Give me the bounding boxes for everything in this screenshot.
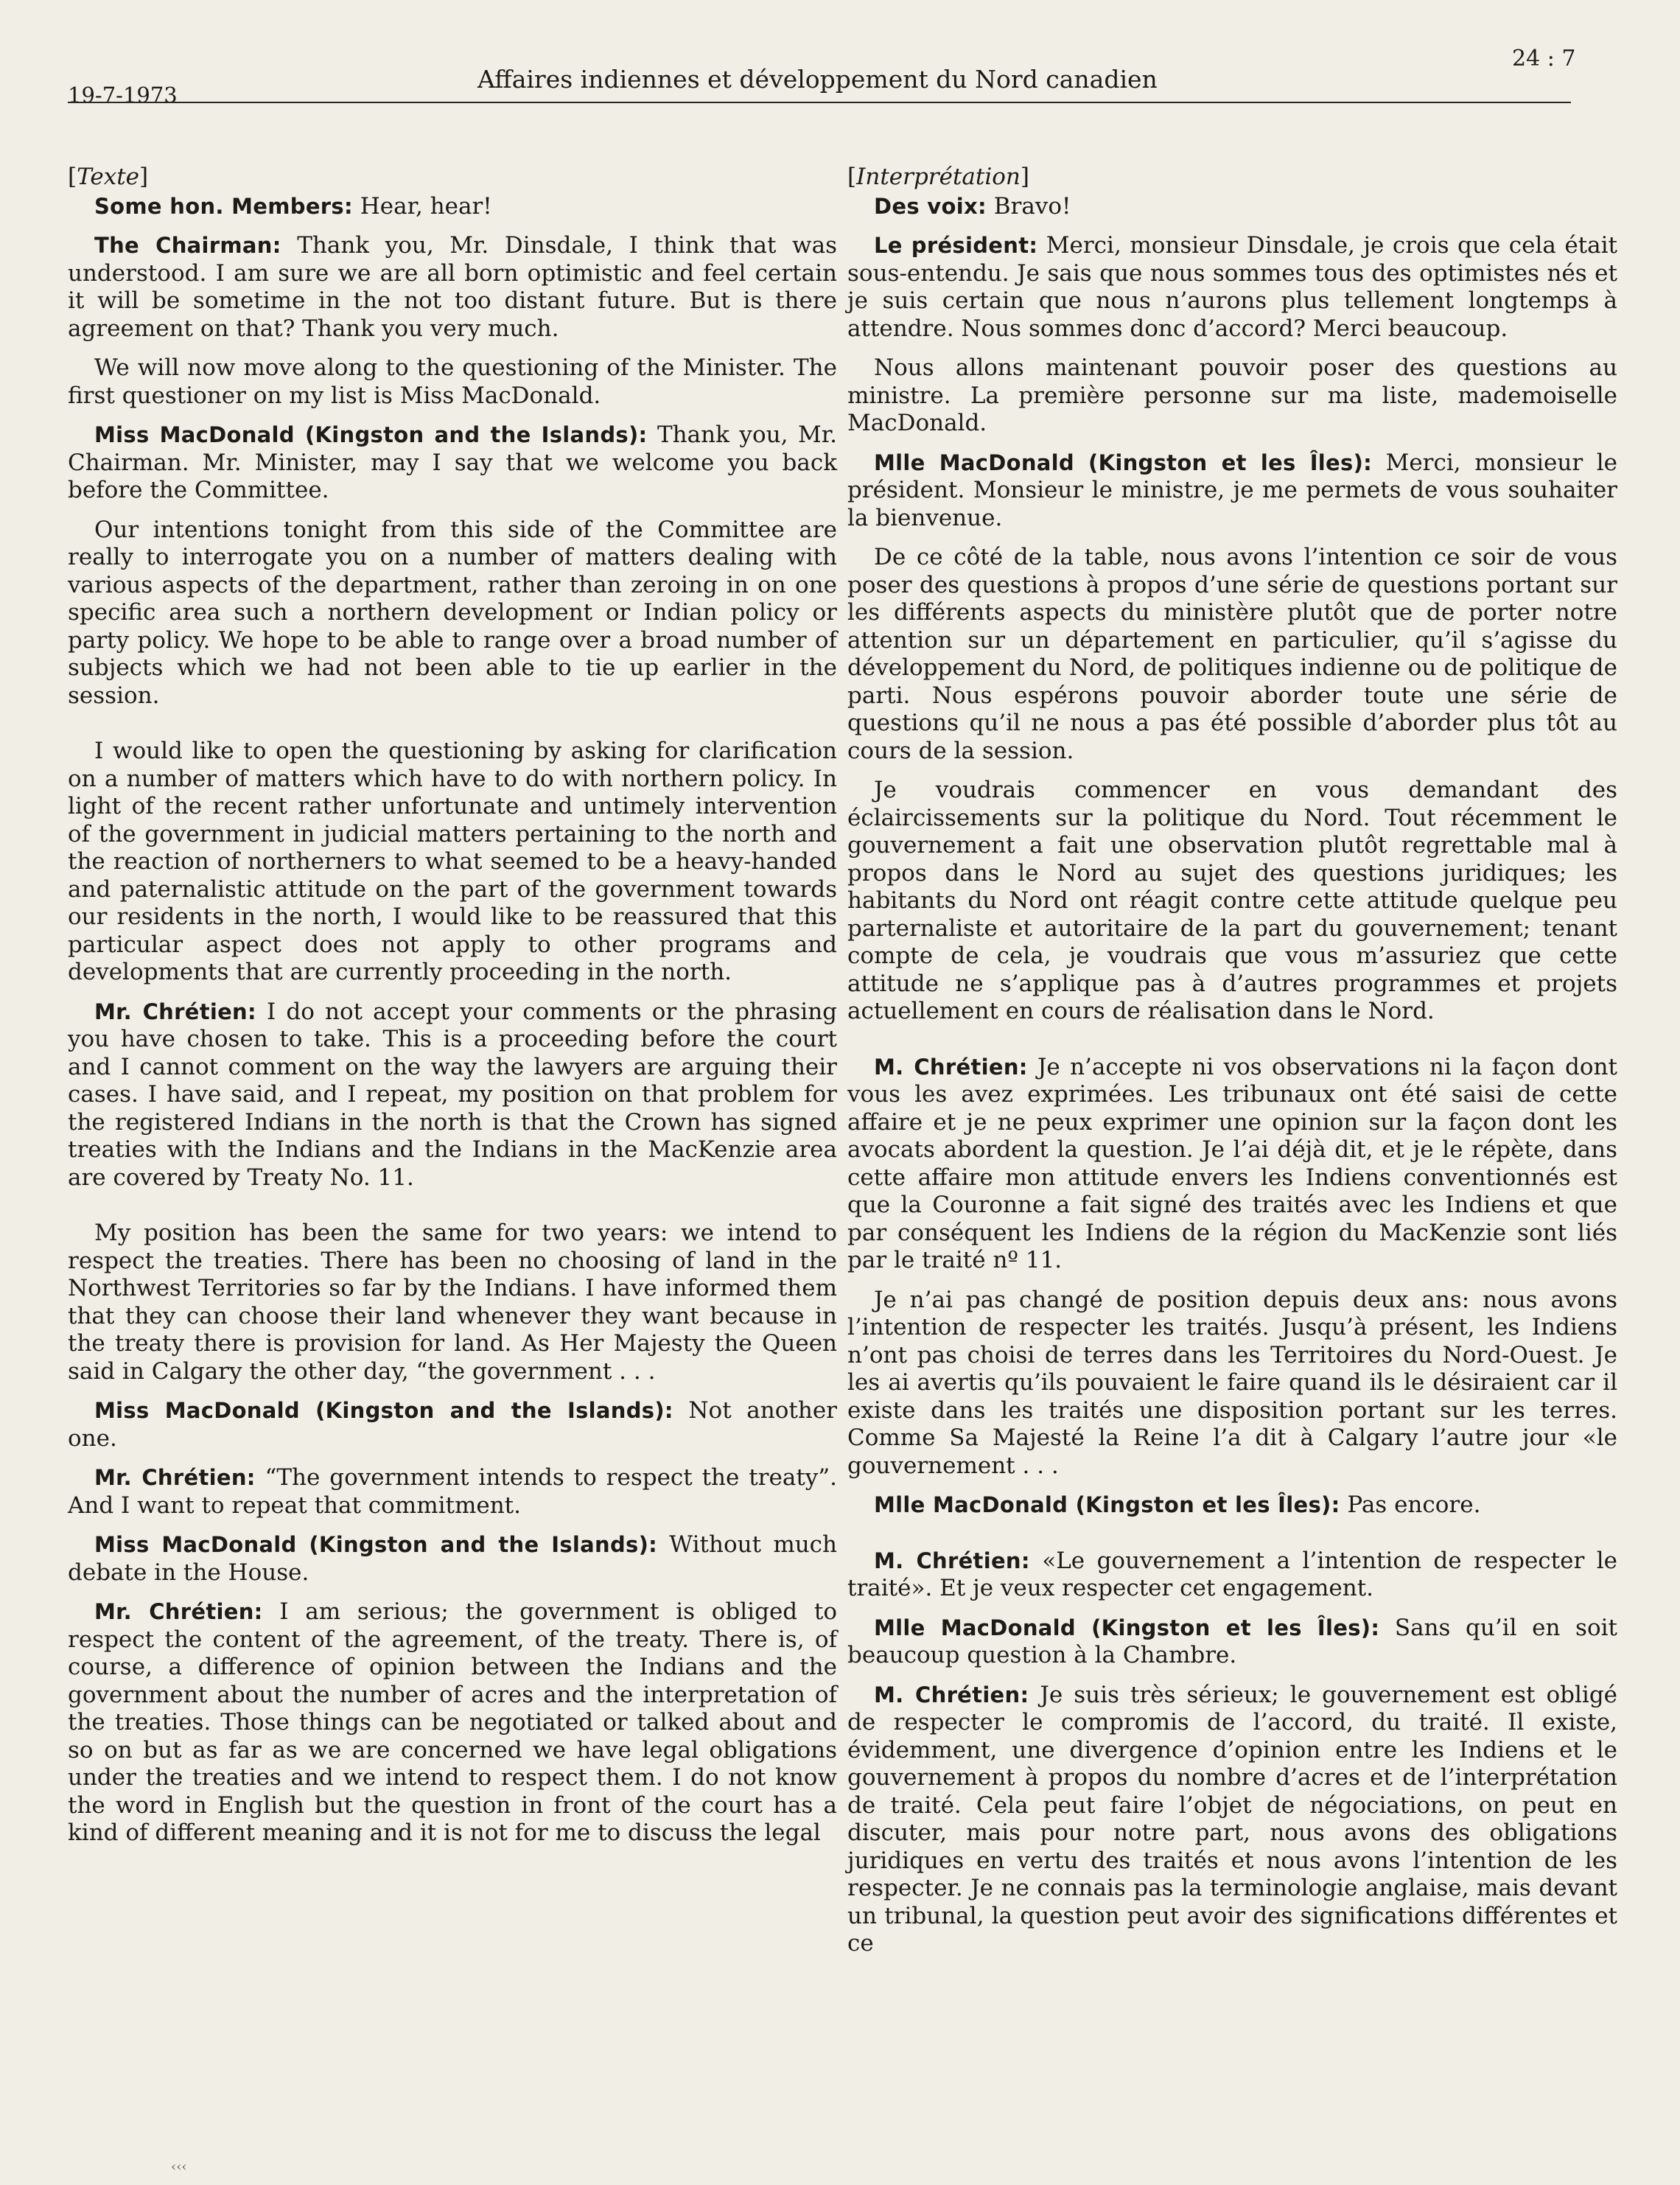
- speaker-name: Mr. Chrétien:: [94, 1599, 263, 1624]
- header-date: 19-7-1973: [68, 83, 178, 108]
- paragraph: M. Chrétien: «Le gouvernement a l’intention de respecter le traité». Et je veux respecter cet engagement.: [847, 1547, 1617, 1601]
- speaker-name: M. Chrétien:: [874, 1054, 1028, 1080]
- paragraph: De ce côté de la table, nous avons l’intention ce soir de vous poser des questions à propos d’une série de questions portant sur les différents aspects du ministère plutôt que de porter notre attention sur un département en particulier, qu’il s’agisse du développement du Nord, de politiques indienne ou de politique de parti. Nous espérons pouvoir aborder toute une série de questions qu’il ne nous a pas été possible d’aborder plus tôt au cours de la session.: [847, 544, 1617, 764]
- header-page-number: 24 : 7: [1512, 46, 1576, 71]
- paragraph: Miss MacDonald (Kingston and the Islands): Not another one.: [68, 1397, 837, 1452]
- paragraph: Mr. Chrétien: I am serious; the government is obliged to respect the content of the agreement, of the treaty. There is, of course, a difference of opinion between the Indians and the government about the number of acres and the interpretation of the treaties. Those things can be negotiated or talked about and so on but as far as we are concerned we have legal obligations under the treaties and we intend to respect them. I do not know the word in English but the question in front of the court has a kind of different meaning and it is not for me to discuss the legal: [68, 1598, 837, 1846]
- paragraph: Nous allons maintenant pouvoir poser des questions au ministre. La première personne sur ma liste, mademoiselle MacDonald.: [847, 354, 1617, 436]
- paragraph: Mr. Chrétien: I do not accept your comments or the phrasing you have chosen to take. This is a proceeding before the court and I cannot comment on the way the lawyers are arguing their cases. I have said, and I repeat, my position on that problem for the registered Indians in the north is that the Crown has signed treaties with the Indians and the Indians in the MacKenzie area are covered by Treaty No. 11.: [68, 998, 837, 1191]
- paragraph: Je n’ai pas changé de position depuis deux ans: nous avons l’intention de respecter les traités. Jusqu’à présent, les Indiens n’ont pas choisi de terres dans les Territoires du Nord-Ouest. Je les ai avertis qu’ils pouvaient le faire quand ils le désiraient car il existe dans les traités une disposition portant sur les terres. Comme Sa Majesté la Reine l’a dit à Calgary l’autre jour «le gouvernement . . .: [847, 1286, 1617, 1479]
- speaker-name: Mr. Chrétien:: [94, 999, 256, 1024]
- speaker-name: Mr. Chrétien:: [94, 1465, 256, 1490]
- paragraph: I would like to open the questioning by asking for clarification on a number of matters which have to do with northern policy. In light of the recent rather unfortunate and untimely intervention of the government in judicial matters pertaining to the north and the reaction of northerners to what seemed to be a heavy-handed and paternalistic attitude on the part of the government towards our residents in the north, I would like to be reassured that this particular aspect does not apply to other programs and developments that are currently proceeding in the north.: [68, 738, 837, 985]
- paragraph: My position has been the same for two years: we intend to respect the treaties. There has been no choosing of land in the Northwest Territories so far by the Indians. I have informed them that they can choose their land whenever they want because in the treaty there is provision for land. As Her Majesty the Queen said in Calgary the other day, “the government . . .: [68, 1220, 837, 1385]
- speaker-name: M. Chrétien:: [874, 1682, 1029, 1707]
- paragraph: Mlle MacDonald (Kingston et les Îles): Sans qu’il en soit beaucoup question à la Chambre.: [847, 1614, 1617, 1668]
- paragraph: Des voix: Bravo!: [874, 192, 1071, 220]
- speaker-name: Des voix:: [874, 193, 987, 219]
- paragraph: Mlle MacDonald (Kingston et les Îles): Pas encore.: [874, 1492, 1481, 1518]
- speaker-name: The Chairman:: [94, 233, 281, 258]
- footer-mark: ‹‹‹: [171, 2159, 187, 2175]
- english-column: [68, 164, 837, 1859]
- paragraph: We will now move along to the questioning of the Minister. The first questioner on my list is Miss MacDonald.: [68, 354, 837, 409]
- speaker-name: Mlle MacDonald (Kingston et les Îles):: [874, 1492, 1340, 1517]
- header-rule: [68, 102, 1571, 103]
- paragraph: Je voudrais commencer en vous demandant des éclaircissements sur la politique du Nord. Tout récemment le gouvernement a fait une observation plutôt regrettable mal à propos dans le Nord au sujet des questions juridiques; les habitants du Nord ont réagit contre cette attitude quelque peu parternaliste et autoritaire de la part du gouvernement; tenant compte de cela, je voudrais que vous m’assuriez que cette attitude ne s’applique pas à d’autres programmes et projets actuellement en cours de réalisation dans le Nord.: [847, 777, 1617, 1024]
- speaker-name: Mlle MacDonald (Kingston et les Îles):: [874, 450, 1373, 475]
- paragraph: M. Chrétien: Je n’accepte ni vos observations ni la façon dont vous les avez exprimées. Les tribunaux ont été saisi de cette affaire et je ne peux exprimer une opinion sur la façon dont les avocats abordent la question. Je l’ai déjà dit, et je le répète, dans cette affaire mon attitude envers les Indiens conventionnés est que la Couronne a fait signé des traités avec les Indiens et que par conséquent les Indiens de la région du MacKenzie sont liés par le traité nº 11.: [847, 1053, 1617, 1273]
- paragraph: Our intentions tonight from this side of the Committee are really to interrogate you on a number of matters dealing with various aspects of the department, rather than zeroing in on one specific area such a northern development or Indian policy or party policy. We hope to be able to range over a broad number of subjects which we had not been able to tie up earlier in the session.: [68, 516, 837, 709]
- paragraph: M. Chrétien: Je suis très sérieux; le gouvernement est obligé de respecter le compromis de l’accord, du traité. Il existe, évidemment, une divergence d’opinion entre les Indiens et le gouvernement à propos du nombre d’acres et de l’interprétation de traité. Cela peut faire l’objet de négociations, on peut en discuter, mais pour notre part, nous avons des obligations juridiques en vertu des traités et nous avons l’intention de les respecter. Je ne connais pas la terminologie anglaise, mais devant un tribunal, la question peut avoir des significations différentes et ce: [847, 1681, 1618, 1957]
- header-title: Affaires indiennes et développement du Nord canadien: [477, 65, 1158, 94]
- paragraph: Mlle MacDonald (Kingston et les Îles): Merci, monsieur le président. Monsieur le ministre, je me permets de vous souhaiter la bienvenue.: [847, 449, 1617, 531]
- speaker-name: M. Chrétien:: [874, 1548, 1030, 1573]
- french-column: [847, 164, 1617, 1970]
- paragraph: Some hon. Members: Hear, hear!: [94, 192, 492, 220]
- speaker-name: Miss MacDonald (Kingston and the Islands):: [94, 422, 648, 447]
- paragraph: The Chairman: Thank you, Mr. Dinsdale, I think that was understood. I am sure we are all born optimistic and feel certain it will be sometime in the not too distant future. But is there agreement on that? Thank you very much.: [68, 232, 837, 342]
- paragraph: Mr. Chrétien: “The government intends to respect the treaty”. And I want to repeat that commitment.: [68, 1464, 838, 1519]
- paragraph: Miss MacDonald (Kingston and the Islands): Without much debate in the House.: [68, 1531, 838, 1586]
- paragraph: Le président: Merci, monsieur Dinsdale, je crois que cela était sous-entendu. Je sais que nous sommes tous des optimistes nés et je suis certain que nous n’aurons plus tellement longtemps à attendre. Nous sommes donc d’accord? Merci beaucoup.: [847, 232, 1617, 342]
- speaker-name: Miss MacDonald (Kingston and the Islands):: [94, 1398, 673, 1423]
- section-label-english: [Texte]: [68, 164, 149, 190]
- section-label-french: [Interprétation]: [847, 164, 1030, 190]
- speaker-name: Miss MacDonald (Kingston and the Islands):: [94, 1532, 658, 1557]
- paragraph: Miss MacDonald (Kingston and the Islands): Thank you, Mr. Chairman. Mr. Minister, may I say that we welcome you back before the Committee.: [68, 422, 837, 503]
- speaker-name: Mlle MacDonald (Kingston et les Îles):: [874, 1615, 1380, 1640]
- speaker-name: Some hon. Members:: [94, 193, 353, 219]
- speaker-name: Le président:: [874, 233, 1038, 258]
